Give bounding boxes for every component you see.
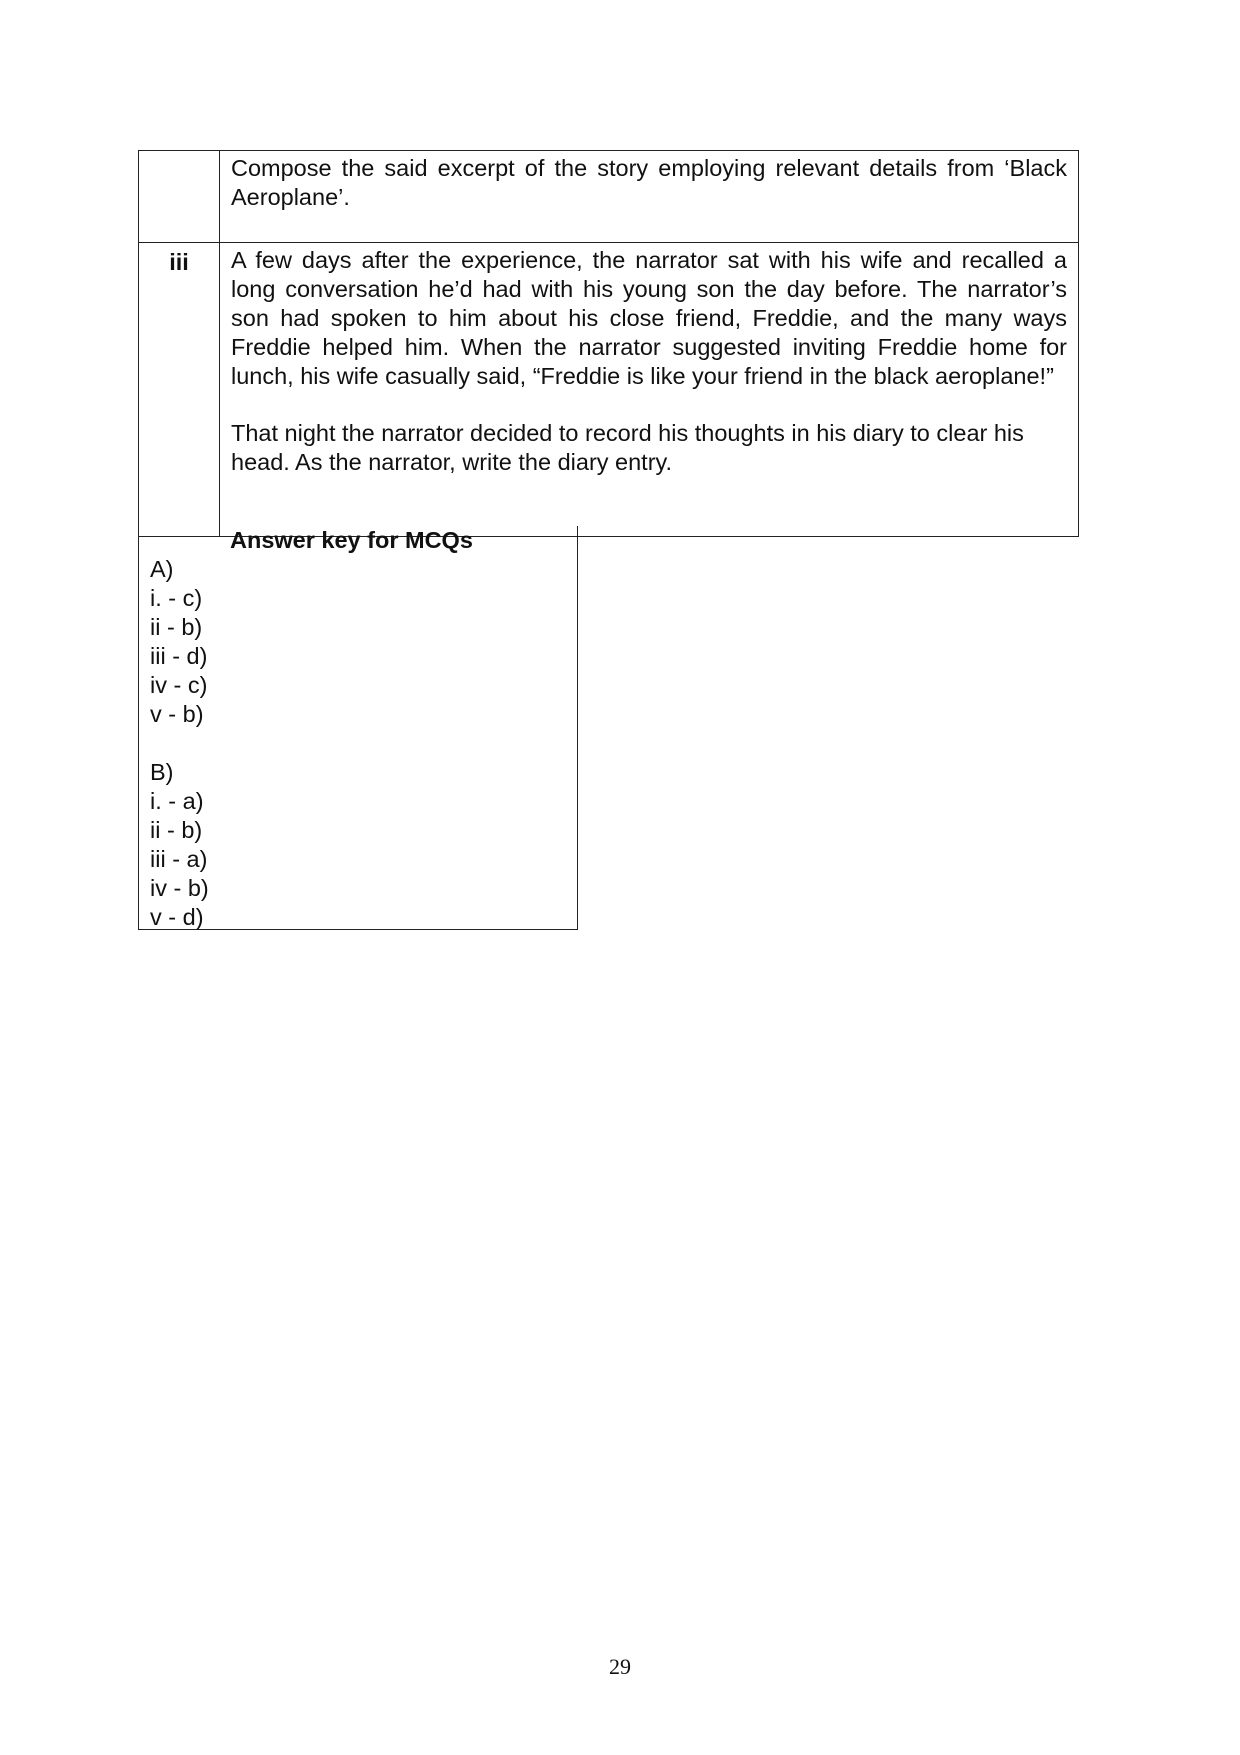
answer-item: ii - b) bbox=[150, 614, 203, 640]
answer-key-list bbox=[150, 555, 209, 932]
question-table bbox=[138, 150, 1079, 537]
section-spacer bbox=[150, 729, 209, 758]
answer-item: iii - a) bbox=[150, 846, 208, 872]
question-text-cell bbox=[220, 243, 1079, 537]
question-number bbox=[139, 151, 220, 243]
section-a-label: A) bbox=[150, 556, 174, 582]
answer-item: v - b) bbox=[150, 701, 204, 727]
answer-item: v - d) bbox=[150, 904, 204, 930]
answer-item: i. - a) bbox=[150, 788, 204, 814]
answer-item: iv - b) bbox=[150, 875, 209, 901]
question-paragraph: A few days after the experience, the narrator sat with his wife and recalled a long conversation he’d had with his young son the day before. The narrator’s son had spoken to him about his close friend, Freddie, and the many ways Freddie helped him. When the narrator suggested inviting Freddie home for lunch, his wife casually said, “Freddie is like your friend in the black aeroplane!” bbox=[231, 247, 1067, 389]
question-row bbox=[139, 151, 1079, 243]
question-paragraph: That night the narrator decided to record his thoughts in his diary to clear his head. As the narrator, write the diary entry. bbox=[231, 420, 1024, 475]
answer-item: ii - b) bbox=[150, 817, 203, 843]
answer-item: i. - c) bbox=[150, 585, 203, 611]
page-number: 29 bbox=[609, 1654, 631, 1679]
answer-item: iv - c) bbox=[150, 672, 208, 698]
question-number: iii bbox=[139, 243, 220, 537]
question-text-cell bbox=[220, 151, 1079, 243]
answer-key-box bbox=[138, 526, 578, 930]
answer-key-title: Answer key for MCQs bbox=[230, 527, 473, 553]
answer-item: iii - d) bbox=[150, 643, 208, 669]
section-b-label: B) bbox=[150, 759, 174, 785]
question-row bbox=[139, 243, 1079, 537]
question-paragraph: Compose the said excerpt of the story employing relevant details from ‘Black Aeroplane’. bbox=[231, 155, 1067, 210]
